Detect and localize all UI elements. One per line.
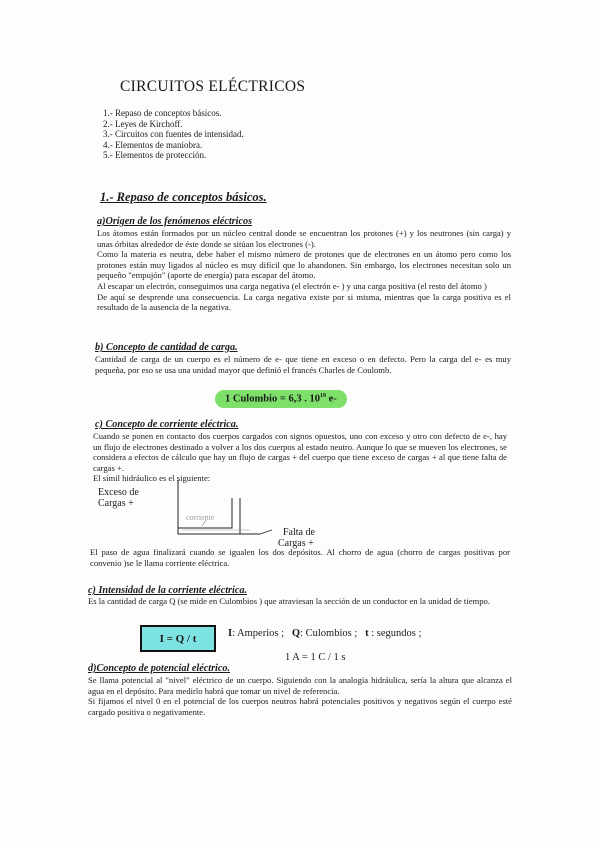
paragraph-text: De aquí se desprende una consecuencia. La carga negativa existe por si misma, mientras que la carga positiva es el resultado de la ausencia de la negativa. [97,291,511,313]
diagram-label-left-1: Exceso de [98,487,139,498]
paragraph-text: Si fijamos el nivel 0 en el potencial de los cuerpos neutros habrá potenciales positivos y negativos según el cuerpo esté cargado positiva o negativamente. [88,696,512,717]
unit-symbol: I [228,628,233,639]
toc-item: 3.- Circuitos con fuentes de intensidad. [103,129,244,140]
subsection-heading-a: a)Origen de los fenómenos eléctricos [97,216,253,227]
toc-item: 4.- Elementos de maniobra. [103,139,203,150]
formula-unit: e- [325,393,337,405]
flow-label: corriente [186,513,215,522]
unit-text: : segundos ; [368,628,422,639]
formula-exponent: 18 [319,393,326,399]
paragraph-d [88,675,512,717]
formula-text: 1 Culombio = 6,3 . 10 [225,393,320,405]
intensity-formula-box: I = Q / t [140,625,216,652]
paragraph-text: Los átomos están formados por un núcleo central donde se encuentran los protones (+) y los neutrones (sin carga) y unas órbitas alrededor de éste donde se sitúan los electrones (-). [97,228,511,249]
coulomb-formula [215,390,347,408]
pointer-line [260,530,272,534]
table-of-contents [103,108,244,161]
paragraph-text: Como la materia es neutra, debe haber el mismo número de protones que de electrones en un átomo pero como los protones están muy ligados al núcleo es muy difícil que lo abandonen. Sin embargo, los electrones necesitan solo un pequeño "empujón" (aporte de energía) para escapar del átomo. [97,249,511,281]
unit-symbol: Q [291,628,301,639]
toc-item: 1.- Repaso de conceptos básicos. [103,108,222,118]
subsection-heading-c: c) Concepto de corriente eléctrica. [95,419,239,430]
paragraph-b: Cantidad de carga de un cuerpo es el número de e- que tiene en exceso o en defecto. Pero la carga del e- es muy pequeña, por eso se usa una unidad mayor que definió el francés Charles de Coulomb. [95,354,511,375]
paragraph-intensity: Es la cantidad de carga Q (se mide en Culombios ) que atraviesan la sección de un conductor en la unidad de tiempo. [88,596,490,606]
ampere-definition: 1 A = 1 C / 1 s [285,652,346,663]
toc-item: 2.- Leyes de Kirchoff. [103,118,183,129]
paragraph-c-after: El paso de agua finalizará cuando se igualen los dos depósitos. Al chorro de agua (chorro de cargas positivas por convenio )se le llama corriente eléctrica. [90,547,510,568]
unit-text: : Culombios ; [300,628,358,639]
section-heading: 1.- Repaso de conceptos básicos. [100,190,267,204]
diagram-label-right-1: Falta de [283,527,315,538]
paragraph-c [93,431,507,484]
subsection-heading-d: d)Concepto de potencial eléctrico. [88,663,231,674]
subsection-heading-b: b) Concepto de cantidad de carga. [95,342,238,353]
paragraph-a [97,228,511,313]
pipe-outline [178,488,240,534]
page-title: CIRCUITOS ELÉCTRICOS [120,78,306,95]
paragraph-text: El símil hidráulico es el siguiente: [93,473,211,484]
paragraph-text: Se llama potencial al "nivel" eléctrico de un cuerpo. Siguiendo con la analogía hidráulica, sería la altura que alcanza el agua en el depósito. Para medirlo habrá que tomar un nivel de referencia. [88,675,512,696]
unit-text: : Amperios ; [232,628,285,639]
diagram-label-right-2: Cargas + [278,538,314,549]
intensity-units [228,628,421,639]
subsection-heading-intensity: c) Intensidad de la corriente eléctrica. [88,585,248,596]
paragraph-text: Al escapar un electrón, conseguimos una carga negativa (el electrón e- ) y una carga positiva (el resto del átomo ) [97,280,487,291]
paragraph-text: Cuando se ponen en contacto dos cuerpos cargados con signos opuestos, uno con exceso y otro con defecto de e-, hay un flujo de electrones destinado a volver a los dos cuerpos al estado neutro. Aunque lo que se mueven los electrones, se considera a efectos de cálculo que hay un flujo de cargas + del cuerpo que tiene exceso de cargas + al que tiene falta de cargas +. [93,431,507,473]
diagram-label-left-2: Cargas + [98,498,134,509]
toc-item: 5.- Elementos de protección. [103,150,207,161]
unit-symbol: t [365,628,369,639]
